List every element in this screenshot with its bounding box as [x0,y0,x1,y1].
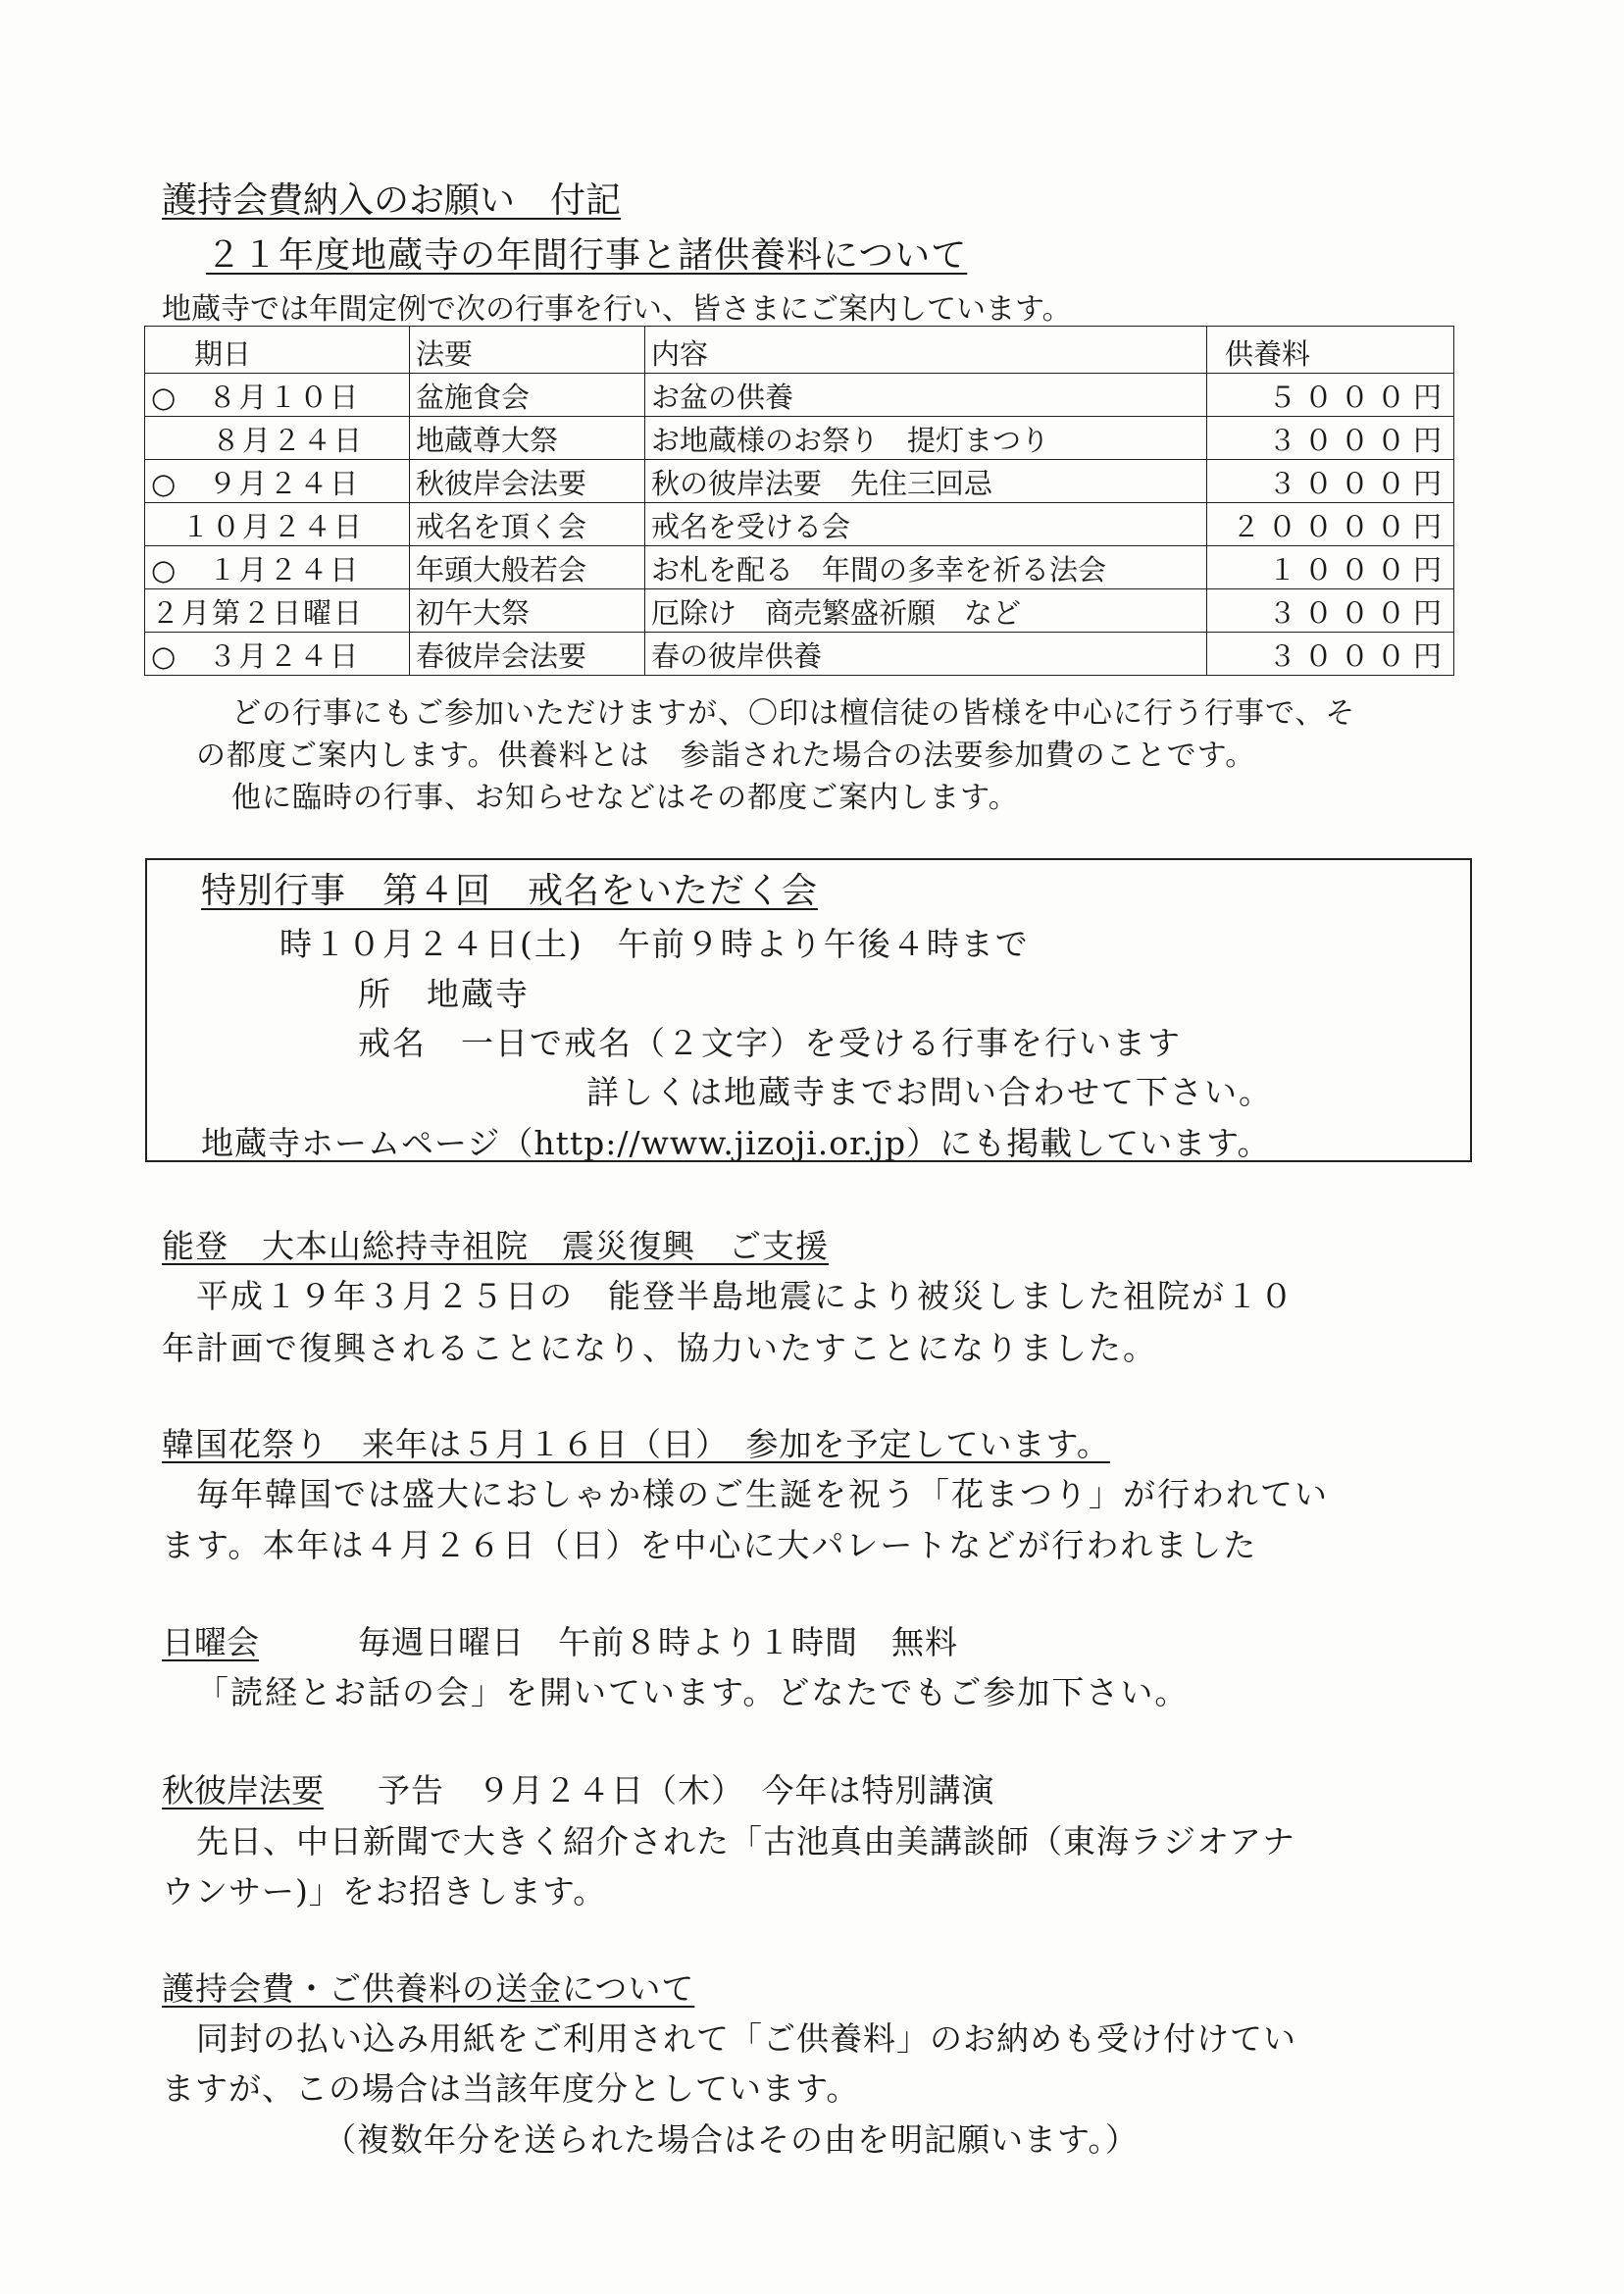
noto-line-2: 年計画で復興されることになり、協力いたすことになりました。 [162,1329,1157,1367]
table-row [145,503,1454,546]
note-line-3: 他に臨時の行事、お知らせなどはその都度ご案内します。 [231,781,1019,815]
remit-line-1: 同封の払い込み用紙をご利用されて「ご供養料」のお納めも受け付けてい [196,2019,1296,2058]
special-event-kaimyo: 戒名 一日で戒名（２文字）を受ける行事を行います [358,1024,1182,1062]
cell-date: ８月２４日 [145,417,410,460]
korea-heading: 韓国花祭り 来年は５月１６日（日） 参加を予定しています。 [162,1425,1110,1463]
special-event-time: 時１０月２４日(土) 午前９時より午後４時まで [279,925,1030,963]
sunday-line-1: 「読経とお話の会」を開いています。どなたでもご参加下さい。 [196,1673,1190,1711]
table-row [145,417,1454,460]
special-event-place: 所 地蔵寺 [358,975,530,1013]
column-header: 法要 [410,327,645,374]
cell-fee: ３０００円 [1207,460,1454,503]
cell-event: 盆施食会 [410,374,645,417]
doc-subtitle: ２１年度地蔵寺の年間行事と諸供養料について [206,235,968,276]
column-header: 内容 [645,327,1207,374]
autumn-line-1: 先日、中日新聞で大きく紹介された「古池真由美講談師（東海ラジオアナ [196,1822,1296,1861]
remit-line-3: （複数年分を送られた場合はその由を明記願います。） [324,2120,1139,2159]
cell-event: 初午大祭 [410,589,645,633]
special-event-details: 詳しくは地蔵寺までお問い合わせて下さい。 [586,1073,1273,1111]
table-row [145,589,1454,633]
cell-content: 春の彼岸供養 [645,633,1207,676]
korea-line-1: 毎年韓国では盛大におしゃか様のご生誕を祝う「花まつり」が行われてい [196,1475,1329,1513]
cell-date: ○ ３月２４日 [145,633,410,676]
table-row [145,460,1454,503]
cell-fee: ２００００円 [1207,503,1454,546]
intro-text: 地蔵寺では年間定例で次の行事を行い、皆さまにご案内しています。 [162,292,1072,327]
cell-event: 春彼岸会法要 [410,633,645,676]
table-row [145,633,1454,676]
autumn-line-2: ウンサー)」をお招きします。 [162,1872,607,1911]
cell-date: ○ １月２４日 [145,546,410,589]
noto-heading: 能登 大本山総持寺祖院 震災復興 ご支援 [162,1227,829,1265]
cell-fee: ５０００円 [1207,374,1454,417]
cell-date: ○ ９月２４日 [145,460,410,503]
cell-event: 秋彼岸会法要 [410,460,645,503]
cell-date: ○ ８月１０日 [145,374,410,417]
korea-line-2: ます。本年は４月２６日（日）を中心に大パレートなどが行われました [162,1526,1258,1564]
cell-fee: ３０００円 [1207,589,1454,633]
sunday-detail: 毎週日曜日 午前８時より１時間 無料 [358,1623,958,1661]
cell-event: 戒名を頂く会 [410,503,645,546]
remit-heading: 護持会費・ご供養料の送金について [162,1969,695,2008]
homepage-text: 地蔵寺ホームページ（http://www.jizoji.or.jp）にも掲載しています。 [201,1124,1271,1162]
cell-fee: １０００円 [1207,546,1454,589]
autumn-detail: 予告 ９月２４日（木） 今年は特別講演 [378,1771,995,1810]
table-row [145,546,1454,589]
note-line-2: の都度ご案内します。供養料とは 参詣された場合の法要参加費のことです。 [196,739,1256,773]
cell-event: 地蔵尊大祭 [410,417,645,460]
cell-date: １０月２４日 [145,503,410,546]
cell-content: 秋の彼岸法要 先住三回忌 [645,460,1207,503]
cell-content: お盆の供養 [645,374,1207,417]
cell-content: 戒名を受ける会 [645,503,1207,546]
column-header: 供養料 [1207,327,1454,374]
cell-content: 厄除け 商売繁盛祈願 など [645,589,1207,633]
remit-line-2: ますが、この場合は当該年度分としています。 [162,2069,860,2108]
table-row [145,374,1454,417]
noto-line-1: 平成１９年３月２５日の 能登半島地震により被災しました祖院が１０ [196,1277,1294,1315]
note-line-1: どの行事にもご参加いただけますが、〇印は檀信徒の皆様を中心に行う行事で、そ [231,696,1356,731]
cell-content: お札を配る 年間の多幸を祈る法会 [645,546,1207,589]
column-header: 期日 [145,327,410,374]
cell-fee: ３０００円 [1207,633,1454,676]
autumn-heading: 秋彼岸法要 [162,1771,324,1810]
cell-content: お地蔵様のお祭り 提灯まつり [645,417,1207,460]
cell-event: 年頭大般若会 [410,546,645,589]
special-event-title: 特別行事 第４回 戒名をいただく会 [201,871,819,911]
cell-date: ２月第２日曜日 [145,589,410,633]
sunday-heading: 日曜会 [162,1623,259,1661]
table-header-row [145,327,1454,374]
schedule-table [144,326,1454,676]
cell-fee: ３０００円 [1207,417,1454,460]
doc-title: 護持会費納入のお願い 付記 [162,180,622,221]
